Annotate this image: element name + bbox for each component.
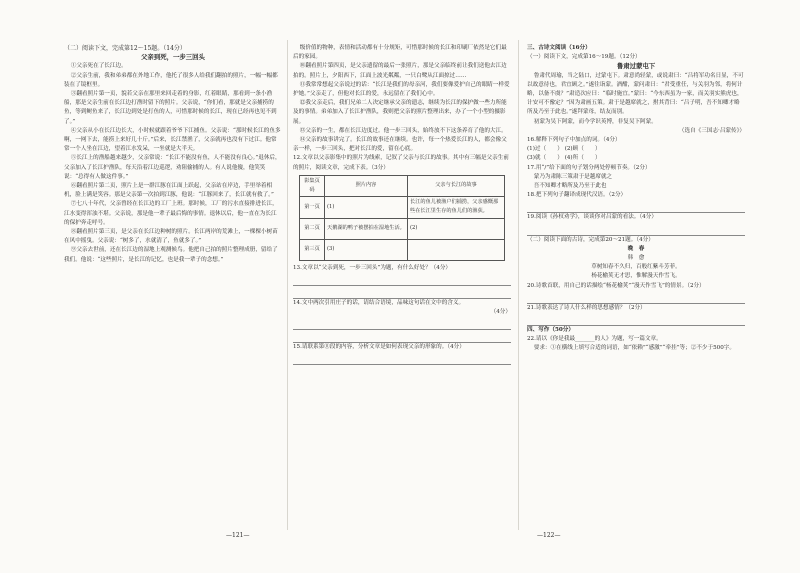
article-paragraph: 级价值的物种，表情和活动都有十分规矩，可惜那时候的长江和印刷厂依然是它们最后的家园。	[293, 45, 507, 61]
article-paragraph: ②父亲生前，我和弟弟都在外地工作，他托了很多人给我们翻拍的照片，一幅一幅都装在了镜框里。	[64, 72, 278, 88]
question-14: 14.文中两次引用庄子的话，请结合语境，品味这句话在文中的含义。	[293, 299, 465, 306]
article-paragraph: ①父亲死在了长江边。	[70, 63, 127, 70]
table-header: 影集页码	[300, 175, 325, 196]
blank-item[interactable]: (1)过（ ）	[527, 146, 563, 153]
table-header: 父亲与长江的故事	[408, 175, 505, 196]
page-number-left: —121—	[226, 532, 250, 539]
question-21: 21.诗歌表达了诗人什么样的思想感情？（2分）	[527, 304, 646, 311]
poem-author: 韩 愈	[627, 255, 645, 262]
table-cell: 第三页	[300, 239, 325, 260]
article-paragraph: ⑭父亲的故事讲完了。长江的故事还在继续。也许，每一个热爱长江的人，都会像父亲一样，一步三回头，把对长江的爱，留在心底。	[293, 137, 507, 153]
answer-line[interactable]	[527, 315, 745, 326]
article-paragraph: ⑧翻看照片第三页，是父亲在长江边种树的照片。长江两岸的荒滩上，一棵棵小树苗在风中摇曳。父亲说：“树多了，水就清了，鱼就多了。”	[64, 229, 278, 245]
answer-line[interactable]	[527, 293, 745, 304]
blank-item[interactable]: (2)顾（ ）	[564, 146, 601, 153]
article-paragraph: ⑩翻看照片第四页，是父亲遗留的最后一张照片，那是父亲临终前让我们送他去江边拍的。照片上，夕阳西下，江面上波光粼粼，一只白鹭从江面掠过……	[293, 63, 507, 79]
question-12: 12.文章以父亲影集中的照片为线索，记叙了父亲与长江的故事。其中有三幅是父亲生前的照片，阅读文章，完成下表。（3分）	[293, 155, 509, 171]
table-row	[300, 218, 505, 239]
question-22-requirements: 要求：①在横线上填写合适的词语，如“依赖”“感激”“牵挂”等；②不少于500字。	[533, 345, 735, 352]
question-16-items	[527, 154, 745, 163]
poem-title: 晚 春	[627, 245, 645, 252]
poem-line: 杨花榆荚无才思，惟解漫天作雪飞。	[591, 273, 681, 280]
page-fold-divider	[518, 40, 519, 530]
question-17-sentence[interactable]: 吾不知卿才略所及乃至于此也	[533, 183, 607, 190]
right-page-column	[527, 44, 745, 354]
answer-line[interactable]	[293, 332, 511, 343]
subsection-2-heading: （二）阅读下面的古诗，完成第20～21题。（4分）	[527, 236, 654, 243]
source-note: （选自《三国志·吕蒙传》）	[678, 127, 745, 134]
table-cell: 第一页	[300, 197, 325, 218]
subsection-1-heading: （一）阅读下文，完成第16～19题。（12分）	[527, 54, 641, 61]
question-20: 20.诗歌首联，用自己的话描绘“杨花榆荚”“漫天作雪飞”的情景。（2分）	[527, 282, 705, 289]
question-13: 13.文章以“父亲到死，一步三回头”为题，有什么好处？（4分）	[293, 264, 452, 271]
article-title: 父亲到死，一步三回头	[141, 53, 205, 62]
question-22: 22.请以《你是我最_______的人》为题，写一篇文章。	[527, 336, 662, 343]
table-row	[300, 197, 505, 218]
answer-line[interactable]	[293, 319, 511, 330]
classical-text-paragraph: 初蒙为吴下阿蒙，而今学识英博，非复吴下阿蒙。	[533, 118, 657, 125]
answer-line[interactable]	[293, 288, 511, 299]
question-15: 15.请联系第⑪段的内容，分析文章是如何表现父亲的形象的。（4分）	[293, 344, 465, 351]
article-paragraph: ⑪我常常想起父亲说过的话：“长江是我们的母亲河，我们要像爱护自己的眼睛一样爱护她。”父亲走了，但他对长江的爱，永远留在了我们心中。	[293, 81, 510, 98]
article-paragraph: ⑥翻看照片第二页，照片上是一群江豚在江面上跃起，父亲站在岸边，手里举着相机，脸上满是笑容。那是父亲第一次拍到江豚，他说：“江豚回来了，长江就有救了。”	[64, 183, 274, 199]
table-cell: 第二页	[300, 218, 325, 239]
article-paragraph: ⑤长江上的渔船越来越少，父亲常说：“长江不能没有鱼，人不能没有良心。”退休后，父亲加入了长江护渔队，每天沿着江边巡逻，劝阻偷捕的人。有人说他傻，他笑笑说：“总得有人做这件事。”	[64, 155, 281, 180]
article-paragraph: ⑨父亲去世前，还在长江边的湿地上观测候鸟。他把自己拍的照片整理成册，留给了我们。他说：“这些照片，是长江的记忆，也是我一辈子的念想。”	[64, 247, 278, 263]
answer-line[interactable]	[527, 225, 745, 236]
question-19: 19.阅读《孙权劝学》，谈谈你对吕蒙的看法。（4分）	[527, 214, 657, 221]
answer-line[interactable]	[293, 354, 511, 365]
question-17: 17.用“/”给下面的句子划分两处停顿节奏。（2分）	[527, 164, 651, 171]
article-paragraph: ⑫我父亲走后，我们兄弟二人决定继承父亲的遗志，继续为长江的保护做一些力所能及的事情。弟弟加入了长江护渔队，我则把父亲的照片整理出来，办了一个小型的摄影展。	[293, 100, 507, 125]
table-cell: 天鹅湖的鸭子被摆拍在湿地生活。	[325, 218, 408, 239]
column-divider	[287, 40, 288, 530]
blank-item[interactable]: (4)所（ ）	[564, 155, 601, 162]
table-row	[300, 239, 505, 260]
article-paragraph: ③翻看照片第一页，貌若父亲在那里来回走着的身影，红着眼睛，那看到一条小渔船，那是父亲生前在长江边打渔时留下的照片。父亲说，“你们看，那就是父亲捕捞的鱼，等到鲥鱼来了，长江边到处是打鱼的人，可惜那时候的长江，现在已经再也见不到了。”	[64, 91, 277, 125]
reading-section-heading: （二）阅读下文，完成第12～15题。（14分）	[64, 45, 186, 52]
blank-item[interactable]: (3)就（ ）	[527, 155, 563, 162]
table-header: 照片内容	[325, 175, 408, 196]
question-16: 16.解释下列句子中加点的词。（4分）	[527, 137, 621, 144]
question-16-items	[527, 145, 745, 154]
answer-line[interactable]	[527, 202, 745, 213]
poem-line: 草树知春不久归，百般红紫斗芳菲。	[591, 264, 681, 271]
article-paragraph: ⑬父亲的一生，都在长江边度过。他一步三回头，始终放不下这条养育了他的大江。	[299, 127, 507, 134]
table-cell[interactable]: (1)	[325, 197, 408, 218]
table-header-row	[300, 175, 505, 196]
question-17-sentence[interactable]: 蒙乃为肃陈三策肃于是越席就之	[533, 173, 613, 180]
question-18: 18.把下列句子翻译成现代汉语。（2分）	[527, 192, 627, 199]
left-page-column-1	[64, 44, 282, 265]
classical-text-title: 鲁肃过蒙屯下	[616, 62, 656, 71]
classical-text-paragraph: 鲁肃代周瑜，当之陆口，过蒙屯下。肃意尚轻蒙，或说肃曰：“吕将军功名日显，不可以故意待也，君宜顾之。”遂往诣蒙。酒酣，蒙问肃曰：“君受重任，与关羽为邻，将何计略，以备不虞？”肃造次应曰：“临时施宜。”蒙曰：“今东西虽为一家，而关羽实熊虎也，计安可不豫定？”因为肃画五策。肃于是越席就之，拊其背曰：“吕子明，吾不知卿才略所及乃至于此也。”遂拜蒙母，结友而别。	[527, 72, 744, 116]
section-4-title: 四、写作（50分）	[527, 327, 574, 334]
answer-line[interactable]	[293, 275, 511, 286]
question-14-score: （4分）	[490, 309, 511, 316]
table-cell[interactable]	[408, 239, 505, 260]
table-cell[interactable]: (3)	[325, 239, 408, 260]
table-cell: 长江的鱼儿被渔户们捕捞，父亲感慨那些在长江里生存的鱼儿们的渔获。	[408, 197, 505, 218]
left-page-column-2	[293, 44, 511, 365]
table-cell[interactable]: (2)	[408, 218, 505, 239]
section-3-title: 三、古诗文阅读（16分）	[527, 45, 591, 51]
photo-story-table	[299, 175, 505, 261]
page-number-right: —122—	[537, 532, 561, 539]
article-paragraph: ④父亲从小在长江边长大，小时候就跟着爷爷下江捕鱼。父亲说：“那时候长江的鱼多啊，一网下去，能捞上来好几十斤。”后来，长江禁渔了，父亲就再也没有下过江。他常常一个人坐在江边，望着江水发呆，一坐就是大半天。	[64, 127, 281, 153]
article-paragraph: ⑦七八十年代，父亲曾经在长江边的工厂上班。那时候，工厂的污水直接排进长江，江水变得浑浊不堪。父亲说，那是他一辈子最后悔的事情。退休以后，他一直在为长江的保护奔走呼号。	[64, 201, 278, 226]
